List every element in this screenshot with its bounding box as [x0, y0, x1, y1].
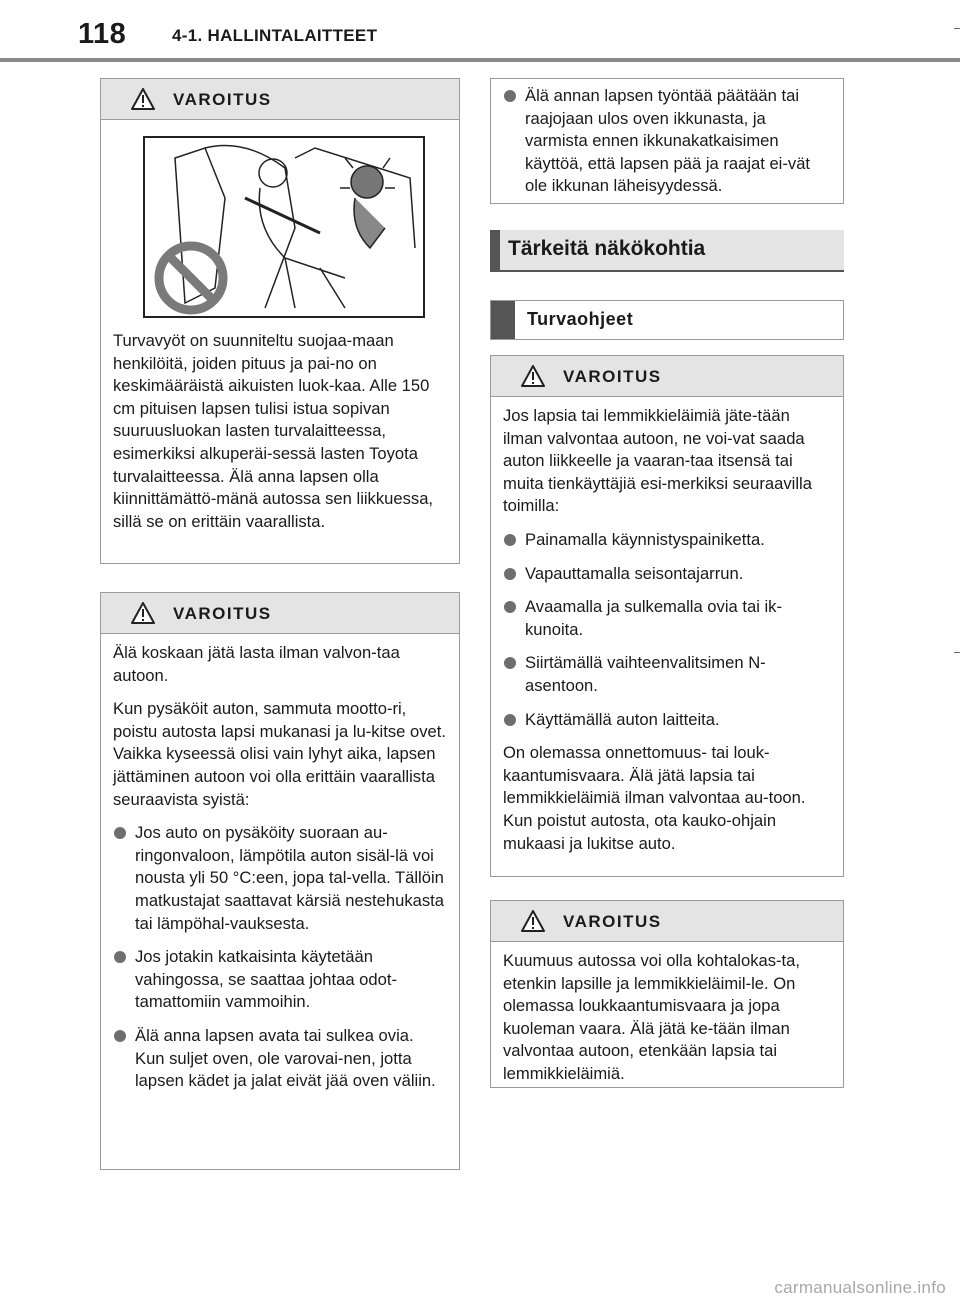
- warning-header: [491, 901, 843, 942]
- warning-text: Turvavyöt on suunniteltu suojaa-maan henkilöitä, joiden pituus ja pai-no on keskimääräistä aikuisten luok-kaa. Alle 150 cm pituisen lapsen tulisi istua sopivan suuruusluokan lasten turvalaitteessa, esimerkiksi alkuperäi-sessä lasten Toyota turvalaitteessa. Älä anna lapsen olla kiinnittämättö-mänä autossa sen liikkuessa, sillä se on erittäin vaarallista.: [113, 331, 434, 531]
- bullet-item: Avaamalla ja sulkemalla ovia tai ik-kunoita.: [503, 596, 831, 641]
- warning-triangle-icon: [521, 365, 545, 387]
- warning-box-children-pets: [490, 355, 844, 877]
- child-seatbelt-illustration: [143, 136, 425, 318]
- watermark: carmanualsonline.info: [774, 1278, 946, 1297]
- warning-text: On olemassa onnettomuus- tai louk-kaantumisvaara. Älä jätä lapsia tai lemmikkieläimiä ilman valvontaa au-toon. Kun poistut autosta, ota kauko-ohjain mukaasi ja lukitse auto.: [503, 743, 806, 853]
- warning-triangle-icon: [521, 910, 545, 932]
- bullet-item: Painamalla käynnistyspainiketta.: [503, 529, 831, 552]
- warning-label: VAROITUS: [563, 367, 662, 386]
- subsection-heading: Turvaohjeet: [490, 300, 844, 340]
- section-title: 4-1. HALLINTALAITTEET: [172, 26, 378, 45]
- warning-label: VAROITUS: [173, 604, 272, 623]
- header-rule: [0, 58, 960, 62]
- bullet-item: Jos auto on pysäköity suoraan au-ringonvaloon, lämpötila auton sisäl-lä voi nousta yli 50 °C:een, jopa tal-vella. Tällöin matkustajat saattavat kärsiä nestehukasta tai lämpöhal-vauksesta.: [113, 822, 447, 935]
- page-header: [0, 0, 960, 64]
- warning-box-seatbelt: [100, 78, 460, 564]
- crop-mark: [954, 28, 960, 29]
- heading-bar: [490, 230, 500, 270]
- warning-box-continued: [490, 78, 844, 204]
- warning-text: Kuumuus autossa voi olla kohtalokas-ta, etenkin lapsille ja lemmikkieläimil-le. On olemassa loukkaantumisvaara ja jopa kuoleman vaara. Älä jätä ke-tään ilman valvontaa autoon, etenkään lapsia tai lemmikkieläimiä.: [503, 951, 801, 1083]
- bullet-icon: [504, 714, 516, 726]
- bullet-item: Älä anna lapsen avata tai sulkea ovia. Kun suljet oven, ole varovai-nen, jotta lapsen kädet ja jalat eivät jää oven väliin.: [113, 1025, 447, 1093]
- page-number: 118: [78, 18, 127, 50]
- warning-triangle-icon: [131, 602, 155, 624]
- bullet-icon: [114, 827, 126, 839]
- bullet-icon: [504, 601, 516, 613]
- heading-bar: [491, 301, 515, 339]
- bullet-item: Vapauttamalla seisontajarrun.: [503, 563, 831, 586]
- bullet-item: Käyttämällä auton laitteita.: [503, 709, 831, 732]
- warning-box-unattended-child: [100, 592, 460, 1170]
- bullet-item: Jos jotakin katkaisinta käytetään vahingossa, se saattaa johtaa odot-tamattomiin vammoihin.: [113, 946, 447, 1014]
- warning-header: [491, 356, 843, 397]
- warning-label: VAROITUS: [173, 90, 272, 109]
- bullet-item: Älä annan lapsen työntää päätään tai raajojaan ulos oven ikkunasta, ja varmista ennen ikkunakatkaisimen käyttöä, että lapsen pää ja raajat ei-vät ole ikkunan läheisyydessä.: [503, 85, 831, 198]
- warning-text: Älä koskaan jätä lasta ilman valvon-taa autoon.: [113, 643, 400, 685]
- crop-mark: [954, 652, 960, 653]
- bullet-icon: [504, 568, 516, 580]
- bullet-icon: [504, 90, 516, 102]
- warning-box-heat: [490, 900, 844, 1088]
- bullet-icon: [114, 951, 126, 963]
- warning-header: [101, 593, 459, 634]
- section-heading: Tärkeitä näkökohtia: [490, 230, 844, 272]
- warning-text: Jos lapsia tai lemmikkieläimiä jäte-tään ilman valvontaa autoon, ne voi-vat saada auton liikkeelle ja vaaran-taa itsensä tai muita tienkäyttäjiä esi-merkiksi seuraavilla toimilla:: [503, 406, 812, 516]
- warning-label: VAROITUS: [563, 912, 662, 931]
- bullet-icon: [504, 657, 516, 669]
- warning-header: [101, 79, 459, 120]
- bullet-icon: [504, 534, 516, 546]
- warning-triangle-icon: [131, 88, 155, 110]
- bullet-item: Siirtämällä vaihteenvalitsimen N-asentoon.: [503, 652, 831, 697]
- warning-text: Kun pysäköit auton, sammuta mootto-ri, poistu autosta lapsi mukanasi ja lu-kitse ovet. Vaikka kyseessä olisi vain lyhyt aika, lapsen jättäminen autoon voi olla erittäin vaarallista seuraavista syistä:: [113, 699, 446, 809]
- bullet-icon: [114, 1030, 126, 1042]
